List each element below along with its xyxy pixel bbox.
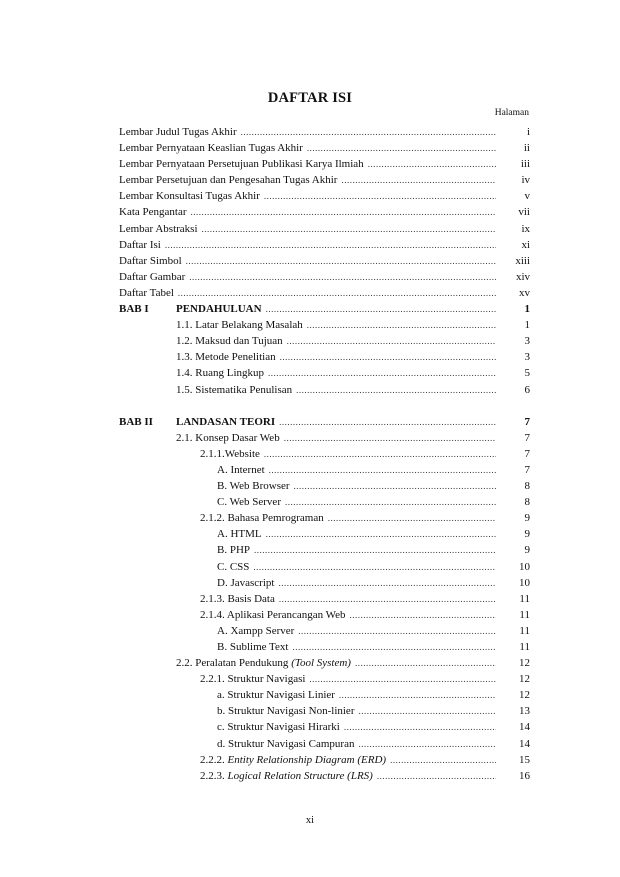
- toc-leader-dots: [202, 221, 496, 237]
- toc-entry-label: [200, 768, 373, 784]
- toc-entry-text: 2.2. Peralatan Pendukung: [176, 657, 292, 670]
- toc-leader-dots: [358, 736, 496, 752]
- toc-entry-label: [119, 204, 187, 220]
- toc-leader-dots: [307, 140, 496, 156]
- toc-leader-dots: [285, 494, 496, 510]
- toc-leader-dots: [278, 575, 496, 591]
- toc-entry-text: Lembar Persetujuan dan Pengesahan Tugas Akhir: [119, 174, 338, 187]
- toc-entry: [119, 237, 530, 253]
- toc-leader-dots: [189, 269, 496, 285]
- toc-leader-dots: [264, 188, 496, 204]
- toc-entry: [119, 510, 530, 526]
- toc-entry-text: Daftar Gambar: [119, 270, 186, 283]
- toc-entry-label: [217, 703, 354, 719]
- toc-entry: [119, 172, 530, 188]
- toc-leader-dots: [298, 623, 496, 639]
- toc-entry-label: [217, 639, 288, 655]
- toc-entry-text: A. Internet: [217, 463, 265, 476]
- toc-leader-dots: [350, 607, 496, 623]
- toc-entry-label: [217, 623, 294, 639]
- toc-entry-label: [119, 172, 337, 188]
- toc-leader-dots: [309, 671, 496, 687]
- toc-page-number: 7: [524, 431, 530, 444]
- toc-entry-text: Daftar Tabel: [119, 286, 174, 299]
- toc-entry-label: [119, 140, 303, 156]
- toc-entry: [119, 719, 530, 735]
- toc-entry-label: [176, 430, 280, 446]
- toc-page-number: i: [526, 126, 530, 138]
- toc-chapter-number: BAB II: [119, 415, 153, 428]
- toc-entry: [119, 639, 530, 655]
- toc-entry-label: [217, 526, 262, 542]
- toc-entry: [119, 623, 530, 639]
- toc-leader-dots: [280, 349, 496, 365]
- toc-entry-text: 1.1. Latar Belakang Masalah: [176, 319, 303, 332]
- toc-entry: [119, 768, 530, 784]
- toc-leader-dots: [165, 237, 496, 253]
- toc-entry: [119, 430, 530, 446]
- toc-leader-dots: [368, 156, 496, 172]
- toc-leader-dots: [307, 317, 496, 333]
- toc-entry-label: [176, 382, 292, 398]
- toc-entry-label: [176, 317, 303, 333]
- toc-entry-text: 2.2.1. Struktur Navigasi: [200, 673, 306, 686]
- toc-entry-text: 2.1.4. Aplikasi Perancangan Web: [200, 608, 346, 621]
- toc-entry-label: [176, 414, 275, 430]
- toc-entry-text: 1.4. Ruang Lingkup: [176, 367, 264, 380]
- toc-entry: [119, 494, 530, 510]
- toc-page-number: 11: [519, 608, 530, 621]
- toc-entry-text: 2.2.3.: [200, 769, 228, 782]
- toc-leader-dots: [254, 542, 496, 558]
- toc-entry-label: [217, 559, 249, 575]
- toc-entry: [119, 156, 530, 172]
- toc-entry-label: [217, 736, 354, 752]
- toc-entry: [119, 124, 530, 140]
- toc-page-number: 10: [519, 560, 530, 573]
- toc-leader-dots: [294, 478, 496, 494]
- toc-leader-dots: [284, 430, 496, 446]
- toc-entry-text: b. Struktur Navigasi Non-linier: [217, 705, 355, 718]
- toc-leader-dots: [358, 703, 496, 719]
- toc-entry-text: 2.1.3. Basis Data: [200, 592, 275, 605]
- toc-entry-label: [200, 510, 324, 526]
- toc-entry: [119, 736, 530, 752]
- toc-entry-text: 2.2.2.: [200, 753, 228, 766]
- toc-entry: [119, 317, 530, 333]
- toc-entry: [119, 526, 530, 542]
- toc-entry-label: [217, 575, 274, 591]
- toc-entry: [119, 607, 530, 623]
- toc-entry-label: [217, 478, 290, 494]
- toc-page-number: iv: [521, 174, 530, 187]
- toc-entry-label: [119, 269, 185, 285]
- toc-page-number: 3: [524, 335, 530, 348]
- toc-entry-text: a. Struktur Navigasi Linier: [217, 689, 335, 702]
- toc-page-number: 7: [524, 463, 530, 476]
- toc-entry-label: [200, 591, 275, 607]
- toc-page-number: 14: [519, 721, 530, 734]
- toc-entry-text: C. CSS: [217, 560, 250, 573]
- toc-entry-text: LANDASAN TEORI: [176, 415, 276, 428]
- toc-entry: [119, 301, 530, 317]
- toc-page-number: xiv: [515, 270, 530, 283]
- toc-page-number: 15: [519, 753, 530, 766]
- toc-entry-text: B. Web Browser: [217, 480, 290, 493]
- toc-entry-text: 2.1. Konsep Dasar Web: [176, 431, 280, 444]
- toc-entry-label: [217, 542, 250, 558]
- toc-entry-text: 1.3. Metode Penelitian: [176, 351, 276, 364]
- toc-entry: [119, 559, 530, 575]
- toc-leader-dots: [266, 301, 496, 317]
- toc-entry-text: A. Xampp Server: [217, 624, 295, 637]
- toc-page-number: 12: [519, 657, 530, 670]
- toc-entry-label: [176, 655, 351, 671]
- toc-page-number: ix: [521, 222, 530, 235]
- toc-entry-label: [176, 333, 283, 349]
- toc-entry-label: [119, 253, 182, 269]
- toc-entry: [119, 365, 530, 381]
- toc-entry-text: D. Javascript: [217, 576, 275, 589]
- toc-page-number: 7: [524, 415, 530, 428]
- toc-leader-dots: [178, 285, 496, 301]
- toc-page-number: 9: [524, 512, 530, 525]
- toc-page-number: 11: [519, 592, 530, 605]
- toc-entry-text: Kata Pengantar: [119, 206, 187, 219]
- toc-entry-text: Daftar Isi: [119, 238, 161, 251]
- toc-entry: [119, 575, 530, 591]
- toc-entry-text: PENDAHULUAN: [176, 303, 262, 316]
- toc-entry-text: Daftar Simbol: [119, 254, 182, 267]
- toc-leader-dots: [191, 204, 497, 220]
- toc-page-number: 12: [519, 673, 530, 686]
- toc-entry-label: [217, 494, 281, 510]
- toc-chapter-number: BAB I: [119, 303, 149, 316]
- toc-leader-dots: [355, 655, 496, 671]
- toc-entry-text: Lembar Abstraksi: [119, 222, 198, 235]
- toc-entry: [119, 349, 530, 365]
- toc-leader-dots: [341, 172, 496, 188]
- toc-entry-text: A. HTML: [217, 528, 262, 541]
- toc-leader-dots: [328, 510, 496, 526]
- toc-entry: [119, 204, 530, 220]
- toc-leader-dots: [253, 559, 496, 575]
- toc-leader-dots: [296, 382, 496, 398]
- toc-leader-dots: [266, 526, 496, 542]
- toc-entry-text: B. Sublime Text: [217, 641, 289, 653]
- toc-page-number: 7: [524, 447, 530, 460]
- table-of-contents: [119, 124, 530, 784]
- toc-page-number: 9: [524, 544, 530, 557]
- toc-entry: [119, 752, 530, 768]
- toc-page-number: 1: [524, 303, 530, 316]
- toc-page-number: v: [524, 190, 530, 203]
- toc-entry: [119, 655, 530, 671]
- toc-page-number: 16: [519, 769, 530, 782]
- page-number: xi: [305, 815, 315, 826]
- toc-leader-dots: [279, 591, 496, 607]
- toc-leader-dots: [241, 124, 496, 140]
- toc-entry-text: d. Struktur Navigasi Campuran: [217, 737, 355, 750]
- toc-leader-dots: [264, 446, 496, 462]
- toc-entry-text: 2.1.2. Bahasa Pemrograman: [200, 512, 324, 525]
- toc-entry-label: [217, 719, 340, 735]
- toc-entry-text: Lembar Judul Tugas Akhir: [119, 126, 237, 138]
- toc-entry-label: [200, 752, 386, 768]
- toc-entry-label: [217, 462, 265, 478]
- toc-entry-label: [176, 301, 262, 317]
- toc-page-number: 8: [524, 480, 530, 493]
- toc-entry: [119, 462, 530, 478]
- page-title: DAFTAR ISI: [267, 90, 353, 106]
- toc-entry-label: [119, 124, 237, 140]
- toc-entry: [119, 188, 530, 204]
- toc-leader-dots: [268, 365, 496, 381]
- toc-entry-text: Lembar Pernyataan Keaslian Tugas Akhir: [119, 142, 303, 155]
- toc-page-number: xiii: [515, 254, 530, 267]
- toc-entry: [119, 703, 530, 719]
- toc-page-number: 10: [519, 576, 530, 589]
- toc-page-number: 6: [524, 383, 530, 396]
- toc-page-number: 11: [519, 641, 530, 653]
- toc-page-number: 3: [524, 351, 530, 364]
- toc-entry-text: C. Web Server: [217, 496, 281, 509]
- toc-leader-dots: [377, 768, 496, 784]
- toc-leader-dots: [390, 752, 496, 768]
- toc-leader-dots: [292, 639, 496, 655]
- toc-entry-label: [119, 221, 198, 237]
- toc-entry-label: [176, 365, 264, 381]
- toc-entry: [119, 221, 530, 237]
- toc-entry-label: [119, 188, 260, 204]
- toc-entry: [119, 333, 530, 349]
- toc-page-number: 9: [524, 528, 530, 541]
- toc-page-number: xi: [521, 238, 530, 251]
- toc-entry: [119, 414, 530, 430]
- toc-entry-label: [119, 237, 161, 253]
- toc-entry: [119, 269, 530, 285]
- toc-entry-text: c. Struktur Navigasi Hirarki: [217, 721, 340, 734]
- toc-entry: [119, 671, 530, 687]
- toc-page-number: 8: [524, 496, 530, 509]
- toc-entry-label: [200, 446, 260, 462]
- toc-entry: [119, 687, 530, 703]
- toc-leader-dots: [339, 687, 496, 703]
- toc-entry-text: Lembar Pernyataan Persetujuan Publikasi Karya Ilmiah: [119, 158, 364, 171]
- toc-entry-label: [119, 156, 364, 172]
- toc-page-number: xv: [519, 286, 530, 299]
- toc-page-number: 11: [519, 624, 530, 637]
- toc-entry-text: Lembar Konsultasi Tugas Akhir: [119, 190, 260, 203]
- toc-entry: [119, 446, 530, 462]
- toc-entry-label: [200, 607, 346, 623]
- toc-entry-text: 1.2. Maksud dan Tujuan: [176, 335, 283, 348]
- toc-entry-text: 1.5. Sistematika Penulisan: [176, 383, 293, 396]
- toc-leader-dots: [186, 253, 496, 269]
- toc-page-number: 5: [524, 367, 530, 380]
- toc-entry: [119, 382, 530, 398]
- toc-entry-italic-text: (Tool System): [291, 657, 351, 670]
- toc-entry: [119, 542, 530, 558]
- toc-page-number: 14: [519, 737, 530, 750]
- toc-page-number: ii: [523, 142, 530, 155]
- toc-entry: [119, 591, 530, 607]
- toc-entry-italic-text: Logical Relation Structure (LRS): [227, 769, 373, 782]
- toc-entry-label: [217, 687, 335, 703]
- toc-entry: [119, 478, 530, 494]
- toc-entry-label: [176, 349, 276, 365]
- toc-page-number: 12: [519, 689, 530, 702]
- toc-page-number: 1: [524, 319, 530, 332]
- toc-leader-dots: [269, 462, 496, 478]
- toc-entry-italic-text: Entity Relationship Diagram (ERD): [227, 753, 387, 766]
- toc-entry-label: [200, 671, 305, 687]
- toc-entry-label: [119, 285, 174, 301]
- toc-leader-dots: [344, 719, 496, 735]
- toc-entry-text: B. PHP: [217, 544, 251, 557]
- halaman-label: Halaman: [494, 108, 529, 118]
- toc-entry: [119, 140, 530, 156]
- toc-page-number: vii: [518, 206, 530, 219]
- toc-entry: [119, 285, 530, 301]
- toc-entry: [119, 253, 530, 269]
- toc-entry-text: 2.1.1.Website: [200, 447, 260, 460]
- toc-leader-dots: [287, 333, 496, 349]
- toc-page-number: iii: [520, 158, 530, 171]
- toc-leader-dots: [279, 414, 496, 430]
- toc-page-number: 13: [519, 705, 530, 718]
